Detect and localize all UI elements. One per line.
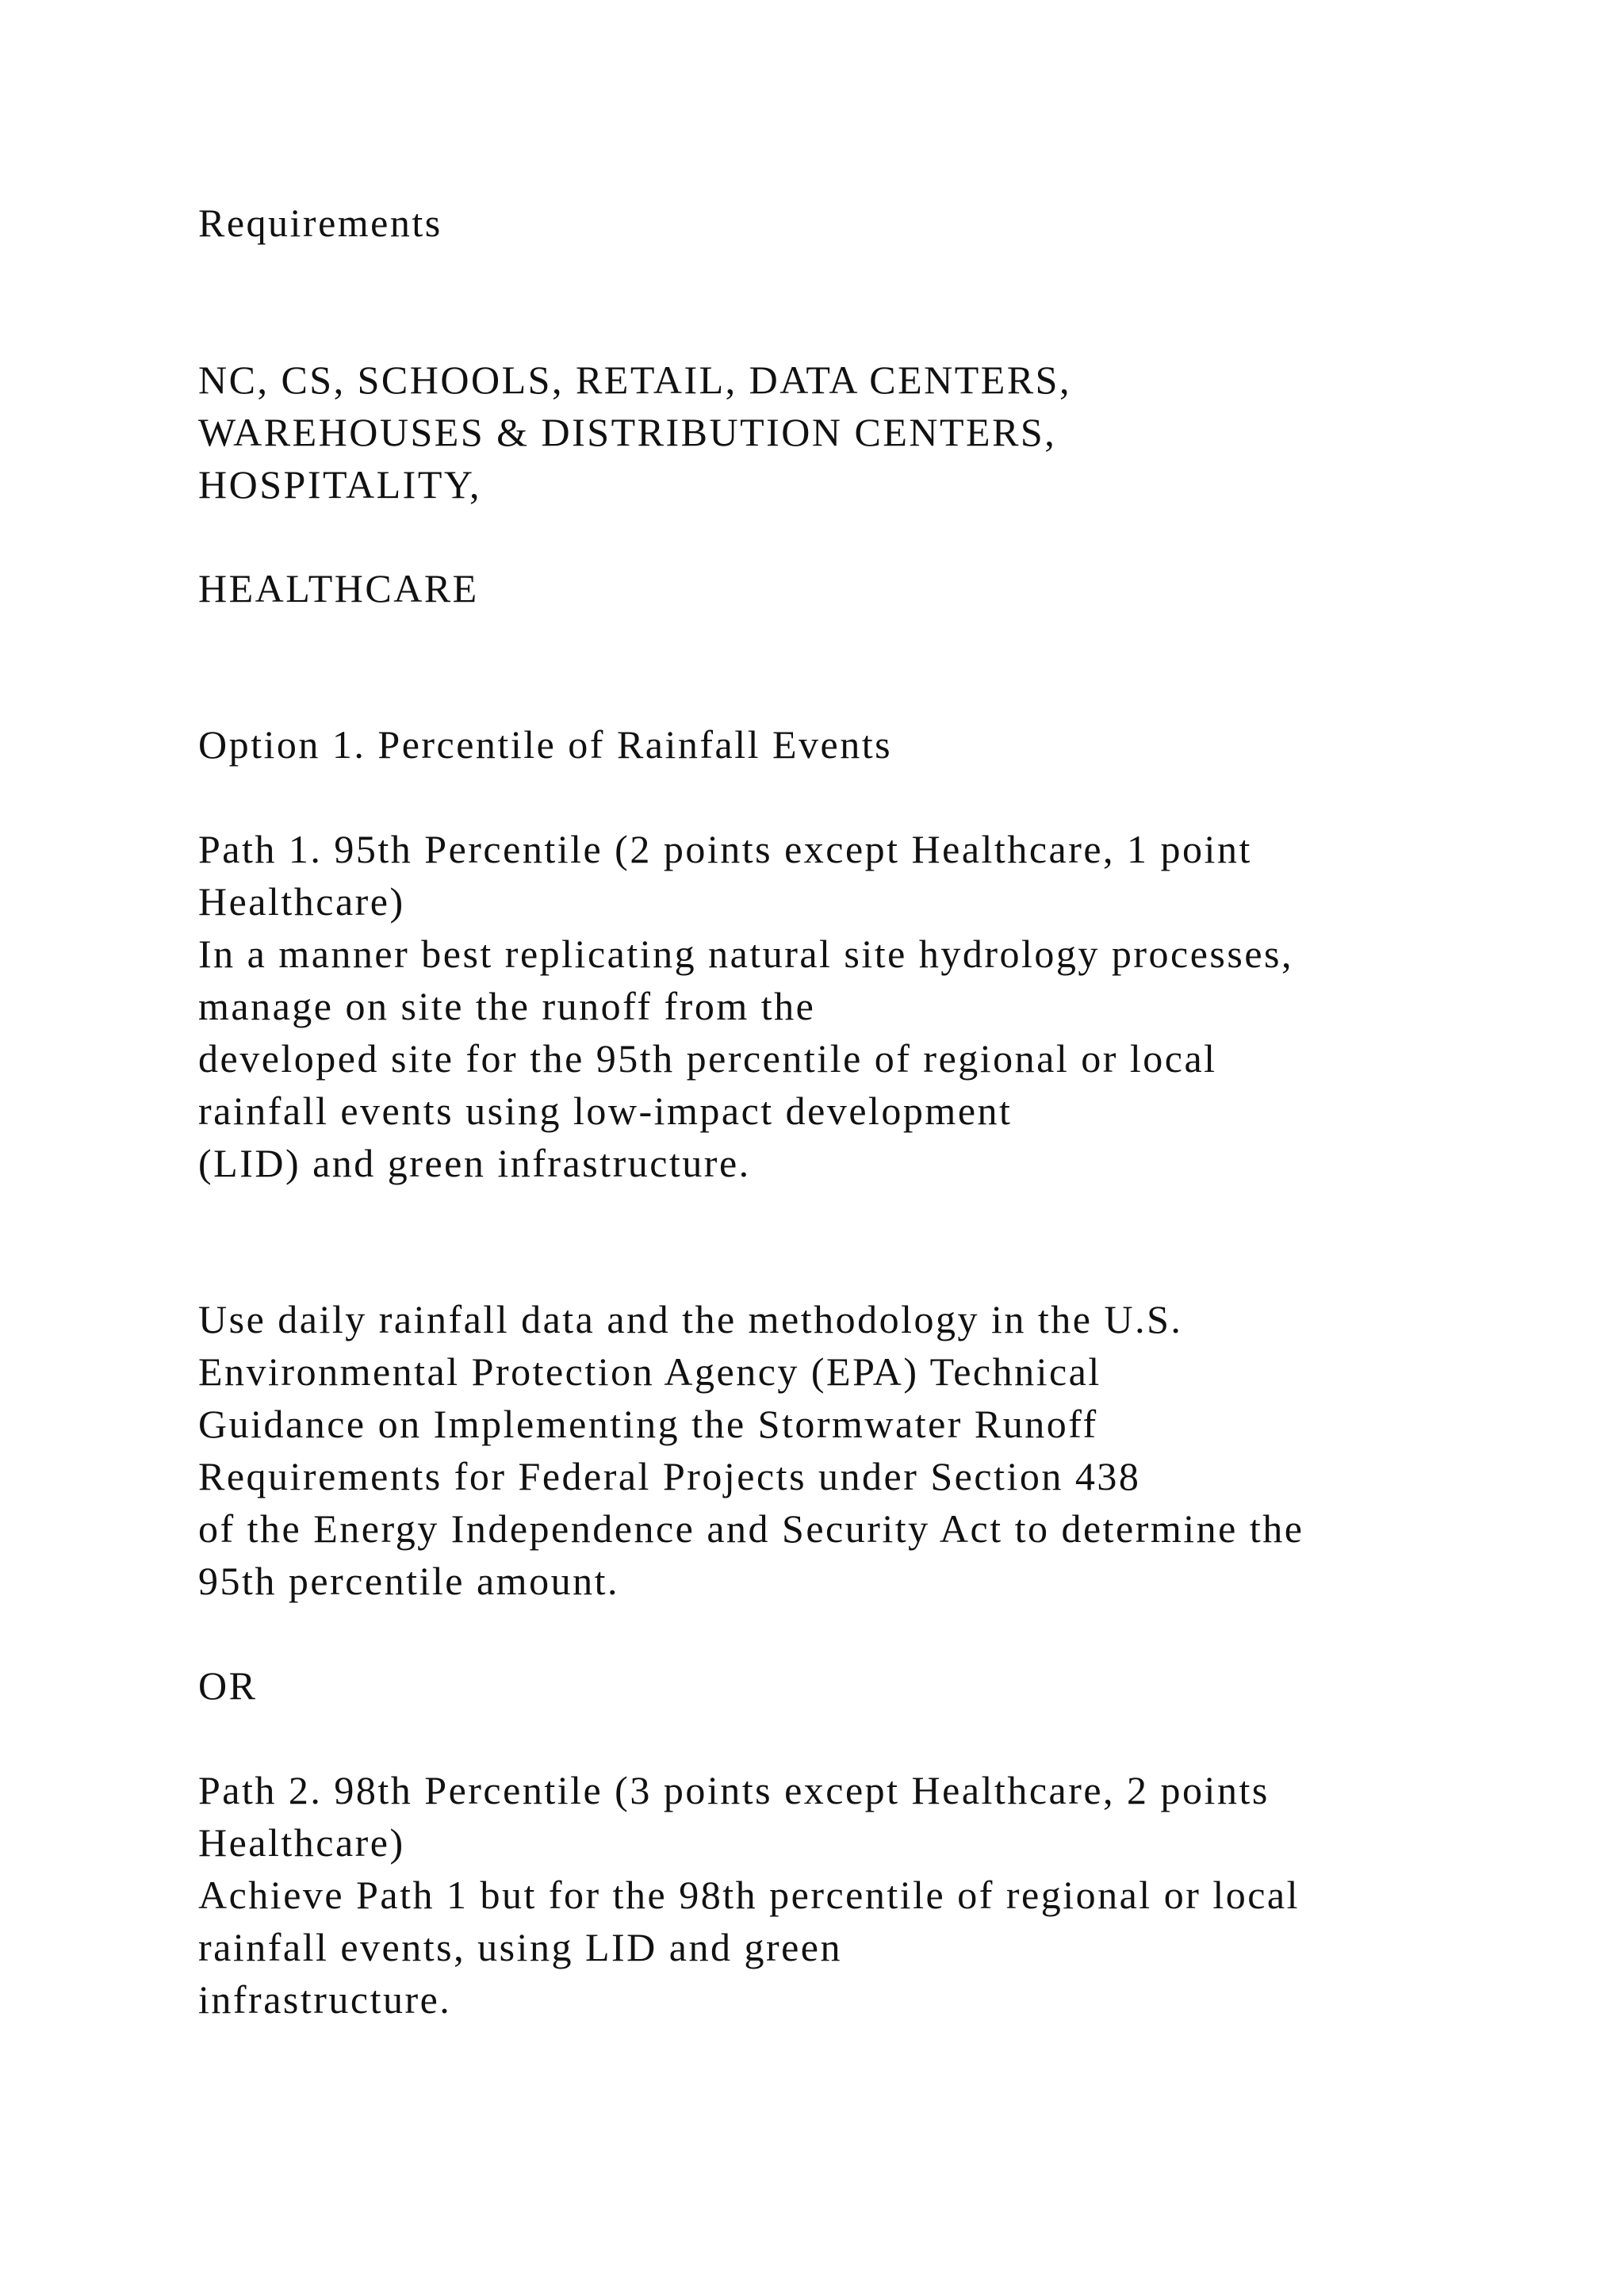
path2-body-line: infrastructure. [198, 1977, 452, 2022]
methodology-line: of the Energy Independence and Security Act to determine the [198, 1506, 1304, 1551]
methodology-line: Environmental Protection Agency (EPA) Technical [198, 1349, 1101, 1394]
path2-heading-line: Healthcare) [198, 1820, 405, 1865]
methodology-line: Use daily rainfall data and the methodology in the U.S. [198, 1297, 1183, 1341]
path2-heading-line: Path 2. 98th Percentile (3 points except Healthcare, 2 points [198, 1768, 1270, 1812]
path1-body-line: (LID) and green infrastructure. [198, 1141, 751, 1185]
path1-heading-line: Path 1. 95th Percentile (2 points except Healthcare, 1 point [198, 827, 1252, 871]
path2-body-line: rainfall events, using LID and green [198, 1925, 842, 1969]
path1-heading-line: Healthcare) [198, 879, 405, 924]
or-separator: OR [198, 1663, 258, 1708]
applicability-line: HEALTHCARE [198, 566, 479, 610]
path1-body-line: rainfall events using low-impact development [198, 1089, 1013, 1133]
applicability-line: HOSPITALITY, [198, 462, 482, 507]
path1-body-line: developed site for the 95th percentile of regional or local [198, 1036, 1217, 1081]
option-heading: Option 1. Percentile of Rainfall Events [198, 722, 893, 767]
applicability-line: WAREHOUSES & DISTRIBUTION CENTERS, [198, 410, 1057, 454]
methodology-line: Guidance on Implementing the Stormwater Runoff [198, 1402, 1098, 1446]
methodology-line: Requirements for Federal Projects under Section 438 [198, 1454, 1141, 1498]
path1-body-line: In a manner best replicating natural site hydrology processes, [198, 932, 1294, 976]
path2-body-line: Achieve Path 1 but for the 98th percentile of regional or local [198, 1873, 1300, 1917]
applicability-line: NC, CS, SCHOOLS, RETAIL, DATA CENTERS, [198, 358, 1071, 402]
document-title: Requirements [198, 201, 442, 245]
methodology-line: 95th percentile amount. [198, 1559, 619, 1603]
path1-body-line: manage on site the runoff from the [198, 984, 816, 1028]
